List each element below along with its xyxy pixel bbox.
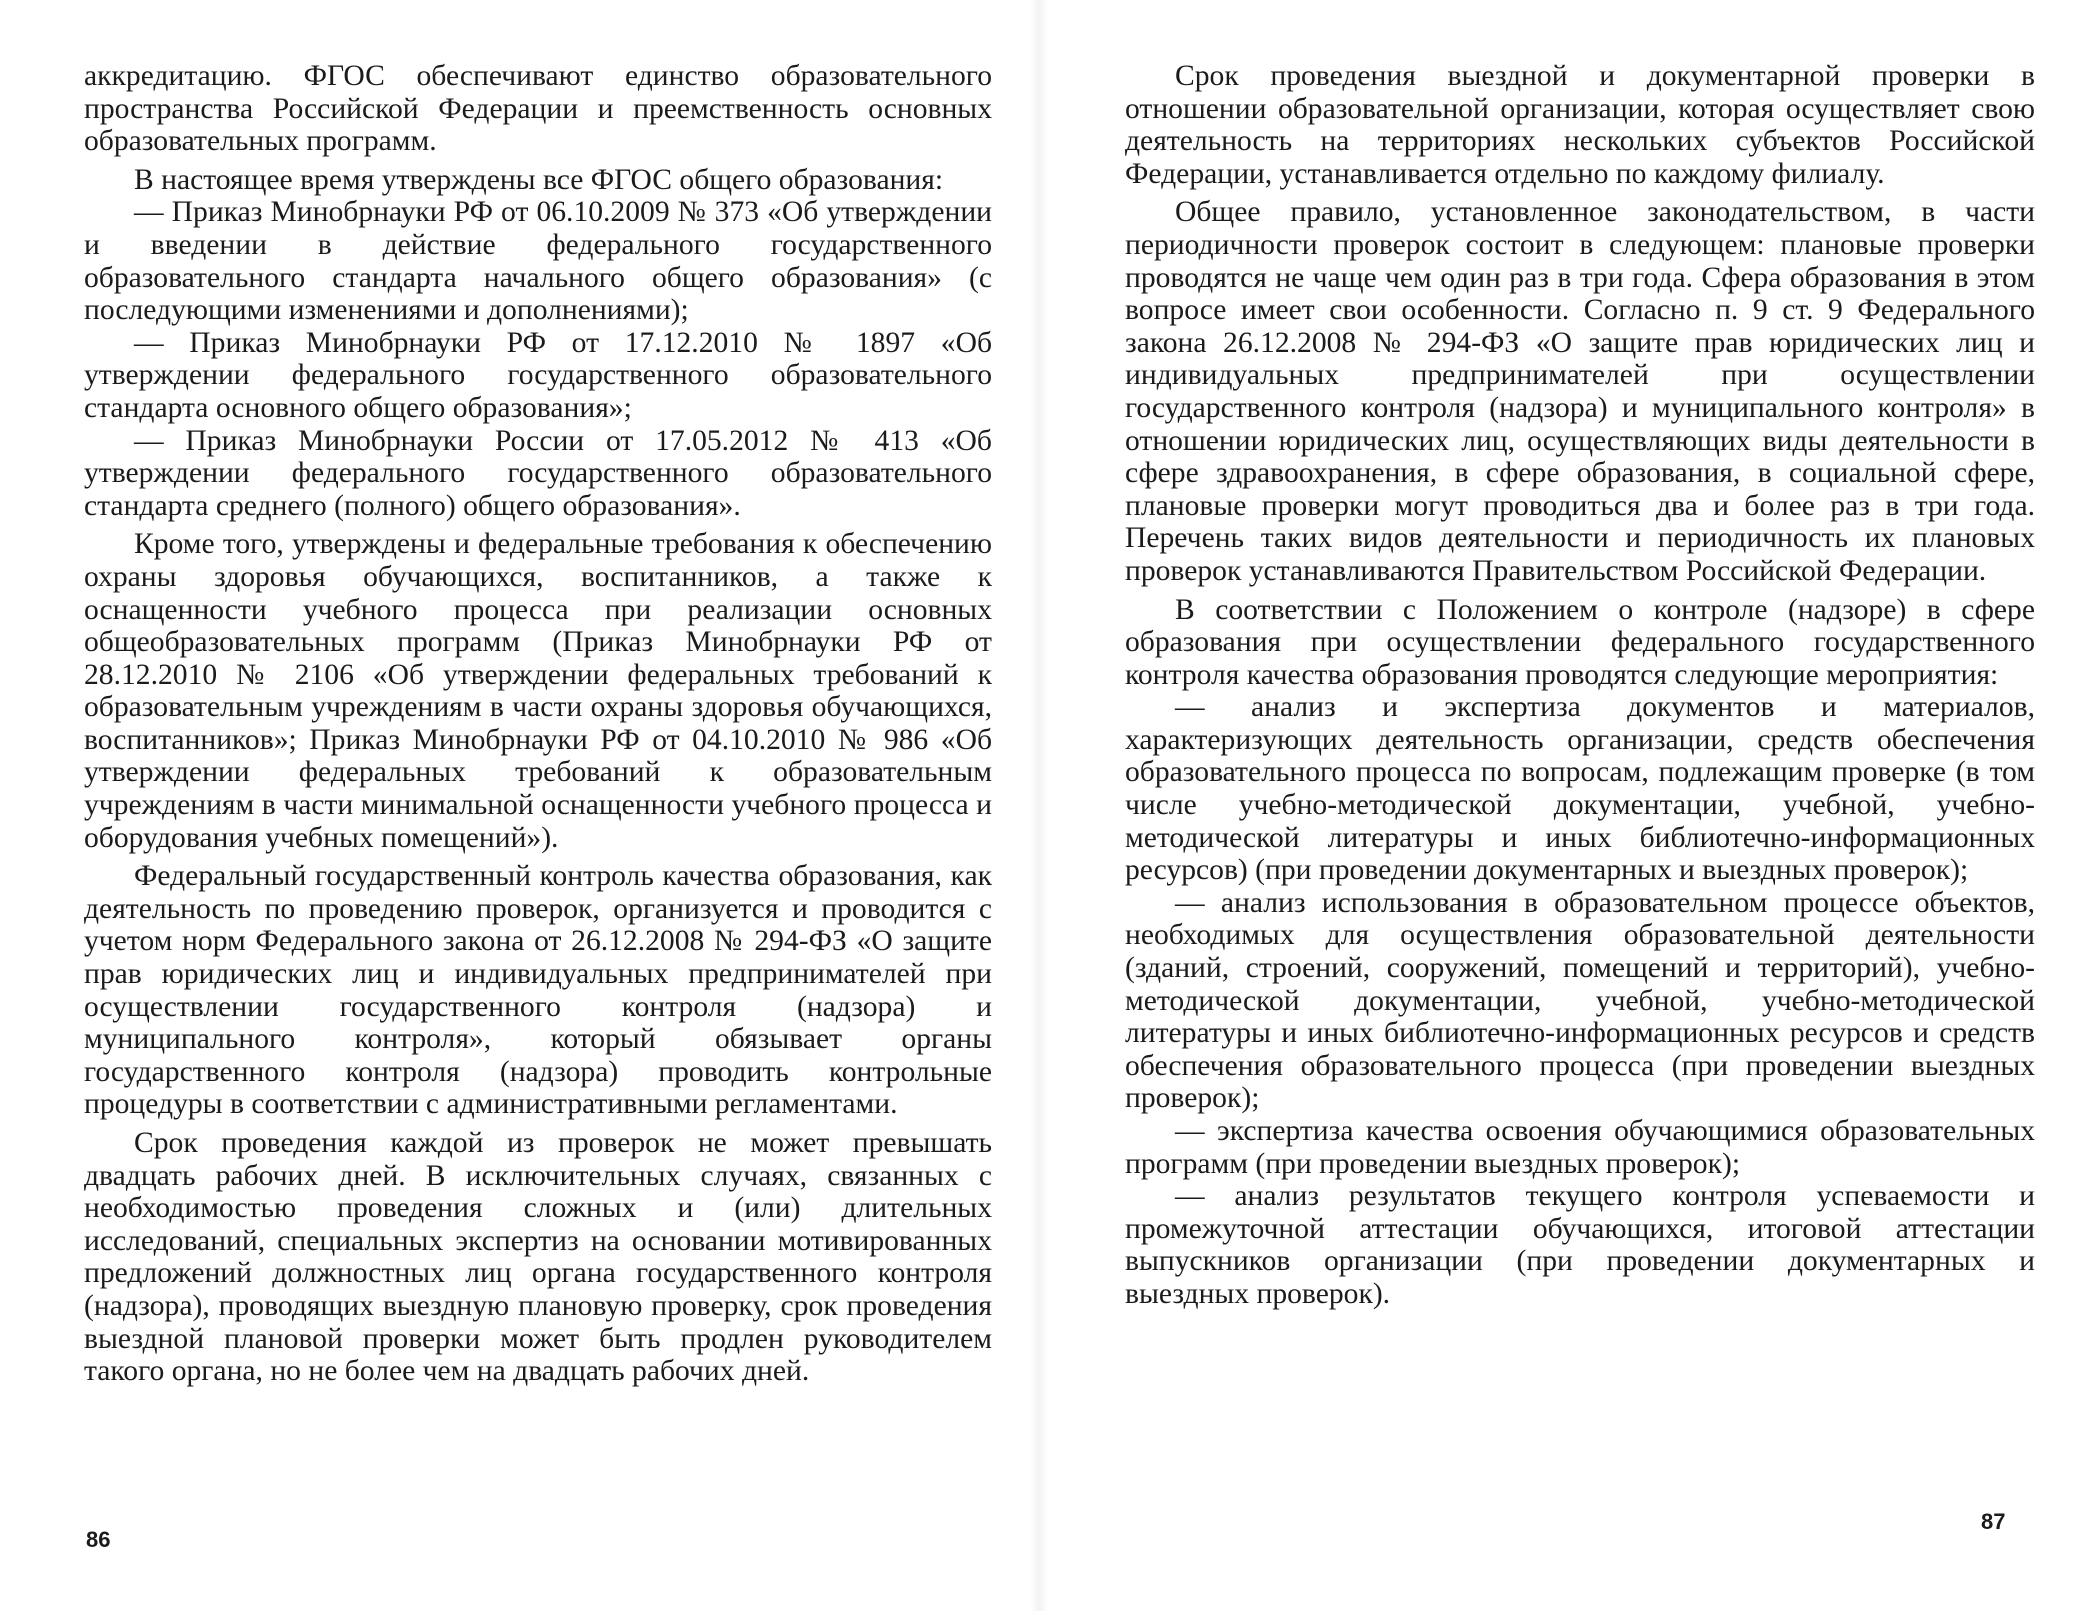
left-list-item-3: — Приказ Минобрнауки России от 17.05.2012 № 413 «Об утверждении федерального государственного образовательного стандарта среднего (полного) общего образования». <box>84 424 992 522</box>
left-paragraph-4: Федеральный государственный контроль качества образования, как деятельность по проведению проверок, организуется и проводится с учетом норм Федерального закона от 26.12.2008 № 294-ФЗ «О защите прав юридических лиц и индивидуальных предпринимателей при осуществлении государственного контроля (надзора) и муниципального контроля», который обязывает органы государственного контроля (надзора) проводить контрольные процедуры в соответствии с административными регламентами. <box>84 860 992 1121</box>
page-number-right: 87 <box>1981 1509 2006 1534</box>
left-list-item-1: — Приказ Минобрнауки РФ от 06.10.2009 № 373 «Об утверждении и введении в действие федерального государственного образовательного стандарта начального общего образования» (с последующими изменениями и дополнениями); <box>84 196 992 327</box>
left-paragraph-5: Срок проведения каждой из проверок не может превышать двадцать рабочих дней. В исключительных случаях, связанных с необходимостью проведения сложных и (или) длительных исследований, специальных экспертиз на основании мотивированных предложений должностных лиц органа государственного контроля (надзора), проводящих выездную плановую проверку, срок проведения выездной плановой проверки может быть продлен руководителем такого органа, но не более чем на двадцать рабочих дней. <box>84 1127 992 1388</box>
right-list-item-4: — анализ результатов текущего контроля успеваемости и промежуточной аттестации обучающихся, итоговой аттестации выпускников организации (при проведении документарных и выездных проверок). <box>1125 1180 2035 1310</box>
right-page <box>1039 0 2078 1611</box>
right-paragraph-2: Общее правило, установленное законодательством, в части периодичности проверок состоит в следующем: плановые проверки проводятся не чаще чем один раз в три года. Сфера образования в этом вопросе имеет свои особенности. Согласно п. 9 ст. 9 Федерального закона 26.12.2008 № 294-ФЗ «О защите прав юридических лиц и индивидуальных предпринимателей при осуществлении государственного контроля (надзора) и муниципального контроля» в отношении юридических лиц, осуществляющих виды деятельности в сфере здравоохранения, в сфере образования, в социальной сфере, плановые проверки могут проводиться два и более раз в три года. Перечень таких видов деятельности и периодичность их плановых проверок устанавливаются Правительством Российской Федерации. <box>1125 196 2035 587</box>
left-page-body <box>84 60 992 1388</box>
left-paragraph-3: Кроме того, утверждены и федеральные требования к обеспечению охраны здоровья обучающихся, воспитанников, а также к оснащенности учебного процесса при реализации основных общеобразовательных программ (Приказ Минобрнауки РФ от 28.12.2010 № 2106 «Об утверждении федеральных требований к образовательным учреждениям в части охраны здоровья обучающихся, воспитанников»; Приказ Минобрнауки РФ от 04.10.2010 № 986 «Об утверждении федеральных требований к образовательным учреждениям в части минимальной оснащенности учебного процесса и оборудования учебных помещений»). <box>84 528 992 854</box>
left-list-item-2: — Приказ Минобрнауки РФ от 17.12.2010 № 1897 «Об утверждении федерального государственного образовательного стандарта основного общего образования»; <box>84 326 992 424</box>
right-paragraph-3: В соответствии с Положением о контроле (надзоре) в сфере образования при осуществлении федерального государственного контроля качества образования проводятся следующие мероприятия: <box>1125 593 2035 691</box>
right-list-item-1: — анализ и экспертиза документов и материалов, характеризующих деятельность организации, средств обеспечения образовательного процесса по вопросам, подлежащим проверке (в том числе учебно-методической документации, учебной, учебно-методической литературы и иных библиотечно-информационных ресурсов) (при проведении документарных и выездных проверок); <box>1125 691 2035 887</box>
right-list-item-2: — анализ использования в образовательном процессе объектов, необходимых для осуществления образовательной деятельности (зданий, строений, сооружений, помещений и территорий), учебно-методической документации, учебной, учебно-методической литературы и иных библиотечно-информационных ресурсов и средств обеспечения образовательного процесса (при проведении выездных проверок); <box>1125 886 2035 1115</box>
right-page-body <box>1125 60 2035 1311</box>
left-paragraph-2: В настоящее время утверждены все ФГОС общего образования: <box>134 163 944 196</box>
right-paragraph-1: Срок проведения выездной и документарной проверки в отношении образовательной организации, которая осуществляет свою деятельность на территориях нескольких субъектов Российской Федерации, устанавливается отдельно по каждому филиалу. <box>1125 60 2035 190</box>
page-number-left: 86 <box>86 1527 111 1552</box>
right-list-item-3: — экспертиза качества освоения обучающимися образовательных программ (при проведении выездных проверок); <box>1125 1115 2035 1180</box>
left-paragraph-1: аккредитацию. ФГОС обеспечивают единство образовательного пространства Российской Федерации и преемственность основных образовательных программ. <box>84 60 992 158</box>
